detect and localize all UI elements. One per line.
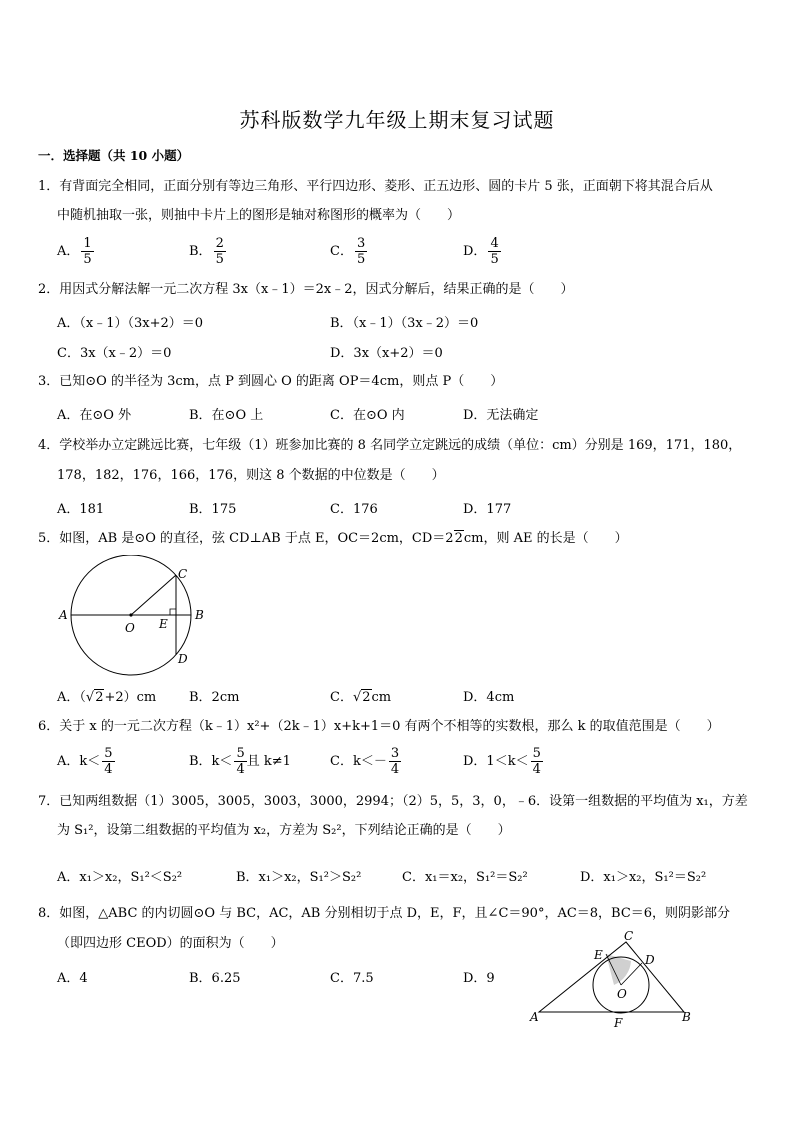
- q5-circle-diagram: [55, 555, 215, 685]
- label-c: C: [624, 929, 634, 943]
- q7-option-b[interactable]: B．x₁＞x₂，S₁²＞S₂²: [236, 870, 362, 885]
- q4-option-a[interactable]: A．181: [57, 502, 105, 517]
- q4-option-c[interactable]: C．176: [330, 502, 378, 517]
- label-b: B: [195, 608, 204, 622]
- q5-option-b[interactable]: B．2cm: [189, 690, 240, 705]
- radius-oc: [131, 575, 176, 615]
- q2-stem: 2．用因式分解法解一元二次方程 3x（x﹣1）＝2x﹣2，因式分解后，结果正确的是（ ）: [38, 282, 574, 297]
- label-o: O: [617, 987, 627, 1001]
- q4-stem-line2: 178，182，176，166，176，则这 8 个数据的中位数是（ ）: [57, 468, 445, 483]
- q7-option-d[interactable]: D．x₁＞x₂，S₁²＝S₂²: [580, 870, 707, 885]
- q1-option-c[interactable]: C． $\frac{3}{5}$: [330, 236, 366, 267]
- label-b: B: [682, 1010, 691, 1024]
- label-e: E: [594, 948, 603, 962]
- q2-option-b[interactable]: B．（x﹣1）（3x﹣2）＝0: [330, 316, 479, 331]
- q1-option-a[interactable]: A． $\frac{1}{5}$: [57, 236, 92, 267]
- q7-stem-line1: 7．已知两组数据（1）3005，3005，3003，3000，2994；（2）5，5，3，0，﹣6．设第一组数据的平均值为 x₁，方差: [38, 794, 748, 809]
- q3-option-d[interactable]: D．无法确定: [463, 408, 539, 423]
- label-d: D: [178, 652, 188, 666]
- q2-option-a[interactable]: A．（x﹣1）（3x+2）＝0: [57, 316, 204, 331]
- label-f: F: [614, 1016, 623, 1030]
- page-title: 苏科版数学九年级上期末复习试题: [239, 108, 555, 132]
- q4-stem-line1: 4．学校举办立定跳远比赛，七年级（1）班参加比赛的 8 名同学立定跳远的成绩（单位：cm）分别是 169，171，180，: [38, 438, 742, 453]
- q6-option-a[interactable]: A．k＜ $\frac{5}{4}$: [57, 746, 113, 777]
- q7-option-c[interactable]: C．x₁＝x₂，S₁²＝S₂²: [402, 870, 528, 885]
- label-d: D: [645, 953, 655, 967]
- q5-option-d[interactable]: D．4cm: [463, 690, 515, 705]
- q3-stem: 3．已知⊙O 的半径为 3cm，点 P 到圆心 O 的距离 OP＝4cm，则点 P（ ）: [38, 374, 504, 389]
- q7-option-a[interactable]: A．x₁＞x₂，S₁²＜S₂²: [57, 870, 183, 885]
- q3-option-a[interactable]: A．在⊙O 外: [57, 408, 132, 423]
- label-o: O: [125, 621, 135, 635]
- q6-option-d[interactable]: D．1＜k＜ $\frac{5}{4}$: [463, 746, 541, 777]
- q4-option-d[interactable]: D．177: [463, 502, 512, 517]
- label-a: A: [59, 608, 68, 622]
- q8-triangle-diagram: [520, 928, 700, 1033]
- label-c: C: [178, 567, 188, 581]
- q1-stem-line1: 1．有背面完全相同，正面分别有等边三角形、平行四边形、菱形、正五边形、圆的卡片 5 张，正面朝下将其混合后从: [38, 179, 713, 194]
- right-angle-mark: [170, 609, 176, 615]
- q5-option-a[interactable]: A．（√2+2）cm: [57, 690, 157, 705]
- section-heading: 一．选择题（共 10 小题）: [38, 148, 190, 163]
- q6-option-c[interactable]: C．k＜－ $\frac{3}{4}$: [330, 746, 400, 777]
- q8-option-c[interactable]: C．7.5: [330, 971, 374, 986]
- q8-option-d[interactable]: D．9: [463, 971, 495, 986]
- q3-option-c[interactable]: C．在⊙O 内: [330, 408, 405, 423]
- center-dot: [129, 613, 132, 616]
- sqrt-radicand: 2: [454, 531, 463, 546]
- q1-option-b[interactable]: B． $\frac{2}{5}$: [189, 236, 224, 267]
- label-e: E: [159, 617, 168, 631]
- q6-stem: 6．关于 x 的一元二次方程（k﹣1）x²+（2k﹣1）x+k+1＝0 有两个不相等的实数根，那么 k 的取值范围是（ ）: [38, 719, 720, 734]
- q7-stem-line2: 为 S₁²，设第二组数据的平均值为 x₂，方差为 S₂²，下列结论正确的是（ ）: [57, 823, 511, 838]
- q8-option-b[interactable]: B．6.25: [189, 971, 241, 986]
- q6-option-b[interactable]: B．k＜ $\frac{5}{4}$ 且 k≠1: [189, 746, 291, 777]
- q8-stem-line1: 8．如图，△ABC 的内切圆⊙O 与 BC，AC，AB 分别相切于点 D，E，F，且∠C＝90°，AC＝8，BC＝6，则阴影部分: [38, 906, 731, 921]
- q3-option-b[interactable]: B．在⊙O 上: [189, 408, 264, 423]
- q2-option-d[interactable]: D．3x（x+2）＝0: [330, 346, 443, 361]
- label-a: A: [530, 1010, 539, 1024]
- triangle-abc: [539, 942, 684, 1012]
- q5-stem: 5．如图，AB 是⊙O 的直径，弦 CD⊥AB 于点 E，OC＝2cm，CD＝22cm，则 AE 的长是（ ）: [38, 531, 628, 546]
- q1-stem-line2: 中随机抽取一张，则抽中卡片上的图形是轴对称图形的概率为（ ）: [57, 208, 461, 223]
- q4-option-b[interactable]: B．175: [189, 502, 237, 517]
- q1-option-d[interactable]: D． $\frac{4}{5}$: [463, 236, 499, 267]
- q5-option-c[interactable]: C．√2cm: [330, 690, 392, 705]
- q2-option-c[interactable]: C．3x（x﹣2）＝0: [57, 346, 172, 361]
- q8-stem-line2: （即四边形 CEOD）的面积为（ ）: [57, 936, 284, 951]
- q8-option-a[interactable]: A．4: [57, 971, 88, 986]
